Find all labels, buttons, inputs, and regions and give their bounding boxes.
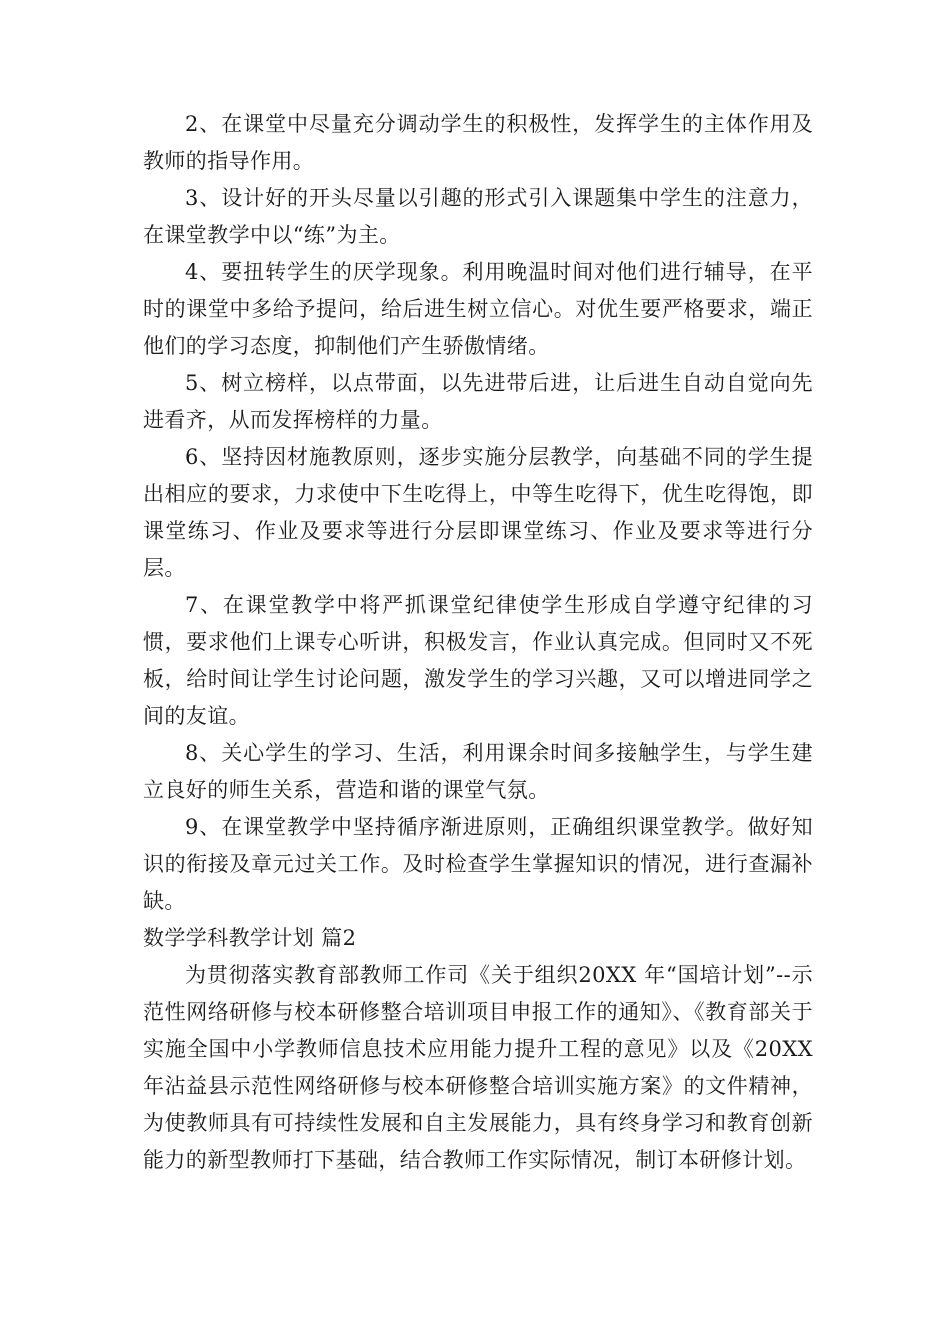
paragraph-item-5: 5、树立榜样，以点带面，以先进带后进，让后进生自动自觉向先进看齐，从而发挥榜样的力量。: [143, 371, 813, 432]
paragraph-item-8: 8、关心学生的学习、生活，利用课余时间多接触学生，与学生建立良好的师生关系，营造和谐的课堂气氛。: [143, 741, 813, 802]
paragraph-item-4: 4、要扭转学生的厌学现象。利用晚温时间对他们进行辅导，在平时的课堂中多给予提问，给后进生树立信心。对优生要严格要求，端正他们的学习态度，抑制他们产生骄傲情绪。: [143, 260, 813, 358]
paragraph-item-3: 3、设计好的开头尽量以引趣的形式引入课题集中学生的注意力，在课堂教学中以“练”为主。: [143, 186, 813, 247]
paragraph-item-6: 6、坚持因材施教原则，逐步实施分层教学，向基础不同的学生提出相应的要求，力求使中下生吃得上，中等生吃得下，优生吃得饱，即课堂练习、作业及要求等进行分层即课堂练习、作业及要求等进行分层。: [143, 445, 813, 580]
paragraph-item-2: 2、在课堂中尽量充分调动学生的积极性，发挥学生的主体作用及教师的指导作用。: [143, 112, 813, 173]
section-heading: 数学学科教学计划 篇2: [143, 926, 357, 950]
paragraph-intro: 为贯彻落实教育部教师工作司《关于组织20XX 年“国培计划”--示范性网络研修与校本研修整合培训项目申报工作的通知》、《教育部关于实施全国中小学教师信息技术应用能力提升工程的意见》以及《20XX 年沾益县示范性网络研修与校本研修整合培训实施方案》的文件精神，为使教师具有可持续性发展和自主发展能力，具有终身学习和教育创新能力的新型教师打下基础，结合教师工作实际情况，制订本研修计划。: [143, 963, 813, 1172]
paragraph-item-7: 7、在课堂教学中将严抓课堂纪律使学生形成自学遵守纪律的习惯，要求他们上课专心听讲，积极发言，作业认真完成。但同时又不死板，给时间让学生讨论问题，激发学生的学习兴趣，又可以增进同学之间的友谊。: [143, 593, 813, 728]
paragraph-item-9: 9、在课堂教学中坚持循序渐进原则，正确组织课堂教学。做好知识的衔接及章元过关工作。及时检查学生掌握知识的情况，进行查漏补缺。: [143, 815, 813, 913]
document-body: [143, 106, 813, 1179]
